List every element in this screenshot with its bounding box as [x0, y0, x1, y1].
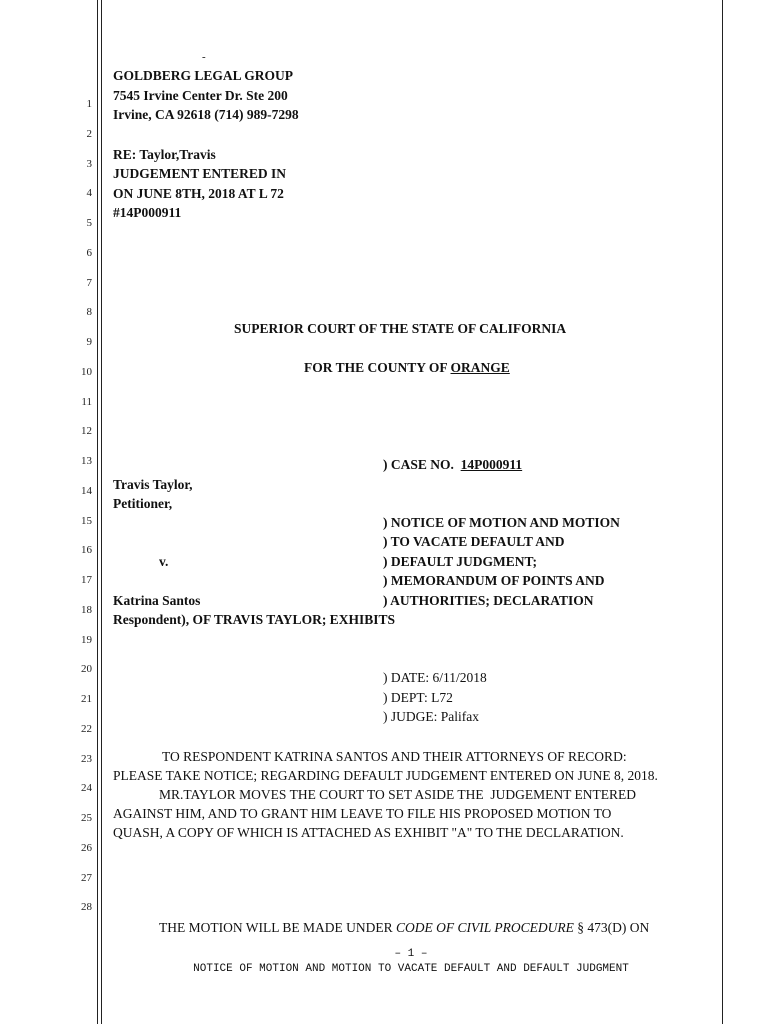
line-number: 3: [86, 157, 92, 170]
re-line2: JUDGEMENT ENTERED IN: [113, 166, 287, 181]
stray-mark: -: [202, 51, 206, 63]
court-title: SUPERIOR COURT OF THE STATE OF CALIFORNIA: [234, 321, 567, 336]
body-p3-line1: [159, 918, 649, 937]
respondent-name: Katrina Santos: [113, 593, 201, 608]
line-number: 6: [86, 246, 92, 259]
line-number: 11: [81, 395, 92, 408]
line-number: 26: [81, 841, 92, 854]
caption-title-line3: ) DEFAULT JUDGMENT;: [383, 554, 538, 569]
line-number: 23: [81, 752, 92, 765]
petitioner-role: Petitioner,: [113, 496, 173, 511]
re-line4: #14P000911: [113, 205, 182, 220]
hearing-judge: ) JUDGE: Palifax: [383, 709, 479, 724]
firm-address-line1: 7545 Irvine Center Dr. Ste 200: [113, 88, 288, 103]
caption-title-line5: ) AUTHORITIES; DECLARATION: [383, 593, 594, 608]
line-number: 22: [81, 722, 92, 735]
line-number: 7: [86, 276, 92, 289]
left-margin-rule-inner: [101, 0, 102, 1024]
line-number: 13: [81, 455, 92, 467]
line-number: 14: [81, 484, 92, 497]
body-p2-line2: AGAINST HIM, AND TO GRANT HIM LEAVE TO FILE HIS PROPOSED MOTION TO: [113, 806, 612, 821]
body-p2-line3: QUASH, A COPY OF WHICH IS ATTACHED AS EXHIBIT "A" TO THE DECLARATION.: [113, 825, 624, 840]
firm-name: GOLDBERG LEGAL GROUP: [113, 68, 294, 83]
line-number: 16: [81, 544, 92, 557]
respondent-role-line: [113, 610, 395, 629]
case-number: [383, 455, 522, 474]
case-number-value: 14P000911: [460, 457, 523, 472]
hearing-dept: ) DEPT: L72: [383, 690, 453, 705]
county-prefix: FOR THE COUNTY OF: [304, 360, 451, 375]
body-p1-line2: PLEASE TAKE NOTICE; REGARDING DEFAULT JUDGEMENT ENTERED ON JUNE 8, 2018.: [113, 768, 658, 783]
caption-title-line2: ) TO VACATE DEFAULT AND: [383, 534, 565, 549]
case-prefix: ) CASE NO.: [383, 457, 461, 472]
line-number: 27: [81, 871, 92, 884]
county-name: ORANGE: [450, 360, 510, 375]
line-number: 20: [81, 663, 92, 676]
versus: v.: [159, 554, 169, 569]
line-number: 1: [86, 98, 92, 110]
footer-page-number: – 1 –: [394, 948, 428, 960]
caption-title-line1: ) NOTICE OF MOTION AND MOTION: [383, 515, 620, 530]
body-p1-line1: TO RESPONDENT KATRINA SANTOS AND THEIR ATTORNEYS OF RECORD:: [162, 749, 627, 764]
line-number: 17: [81, 574, 92, 586]
line-number: 28: [81, 901, 92, 914]
line-number: 4: [86, 187, 92, 200]
footer-title: NOTICE OF MOTION AND MOTION TO VACATE DEFAULT AND DEFAULT JUDGMENT: [193, 963, 629, 975]
line-number: 10: [81, 365, 92, 378]
body-p3-post: § 473(D) ON: [573, 920, 650, 935]
line-number: 19: [81, 633, 92, 646]
line-number: 5: [86, 217, 92, 229]
right-margin-rule: [722, 0, 723, 1024]
firm-address-line2: Irvine, CA 92618 (714) 989-7298: [113, 107, 299, 122]
caption-title-last: OF TRAVIS TAYLOR; EXHIBITS: [192, 612, 395, 627]
line-number: 15: [81, 514, 92, 527]
line-number: 21: [81, 693, 92, 705]
re-line: RE: Taylor,Travis: [113, 147, 216, 162]
line-number: 18: [81, 603, 92, 616]
body-p3-citation: CODE OF CIVIL PROCEDURE: [395, 920, 574, 935]
re-line3: ON JUNE 8TH, 2018 AT L 72: [113, 186, 284, 201]
caption-title-line4: ) MEMORANDUM OF POINTS AND: [383, 573, 605, 588]
petitioner-name: Travis Taylor,: [113, 477, 193, 492]
line-number: 25: [81, 812, 92, 824]
line-number: 2: [86, 127, 92, 140]
left-margin-rule-outer: [97, 0, 98, 1024]
respondent-role: Respondent),: [113, 612, 190, 627]
line-number: 24: [81, 782, 92, 795]
line-number: 12: [81, 425, 92, 438]
line-number: 8: [86, 306, 92, 319]
body-p3-pre: THE MOTION WILL BE MADE UNDER: [159, 920, 396, 935]
hearing-date: ) DATE: 6/11/2018: [383, 670, 487, 685]
body-p2-line1: MR.TAYLOR MOVES THE COURT TO SET ASIDE THE JUDGEMENT ENTERED: [159, 787, 637, 802]
line-number: 9: [86, 336, 92, 348]
court-county: [304, 358, 510, 377]
